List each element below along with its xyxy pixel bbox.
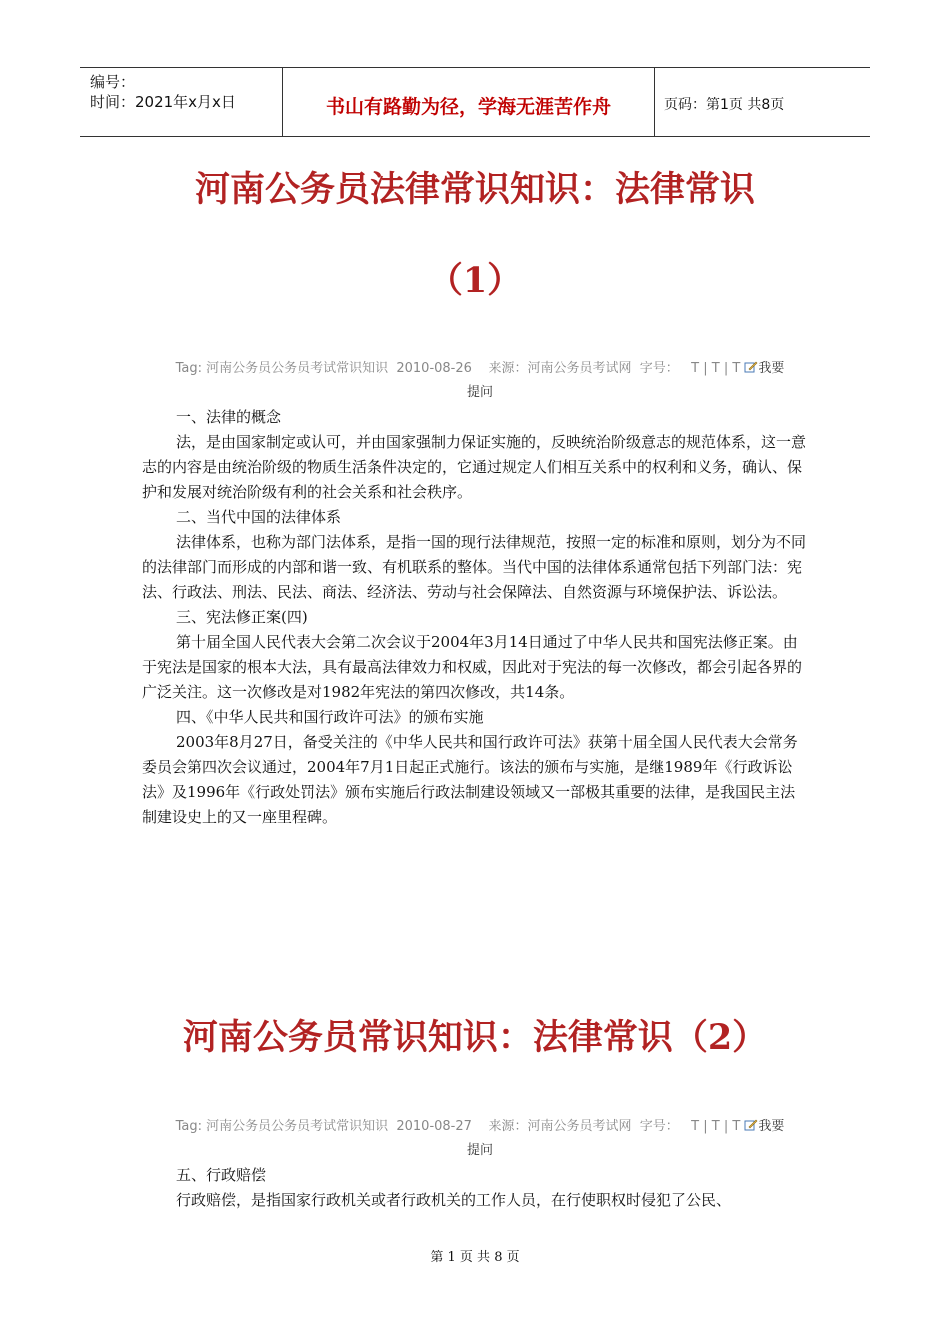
ask-question-link[interactable]: 我要 [758,361,785,376]
edit-pen-icon[interactable] [744,1118,758,1132]
document-header [80,67,870,137]
meta-font-size-label: 字号： [639,361,679,376]
ask-question-link[interactable]: 我要 [758,1119,785,1134]
paragraph: 行政赔偿，是指国家行政机关或者行政机关的工作人员，在行使职权时侵犯了公民、 [176,1191,732,1209]
meta-date: 2010-08-27 [396,1119,472,1134]
article2-meta [140,1115,820,1163]
paragraph: 法，是由国家制定或认可，并由国家强制力保证实施的，反映统治阶级意志的规范体系，这一意志的内容是由统治阶级的物质生活条件决定的，它通过规定人们相互关系中的权利和义务，确认、保护和发展对统治阶级有利的社会关系和社会秩序。 [142,433,807,501]
font-size-toggles[interactable]: T | T | T [691,361,741,376]
section-heading: 二、当代中国的法律体系 [176,508,342,526]
meta-source: 来源：河南公务员考试网 [488,1119,632,1134]
meta-tag[interactable]: Tag: 河南公务员公务员考试常识知识 [175,1119,389,1134]
article1-meta [140,357,820,405]
paragraph: 法律体系，也称为部门法体系，是指一国的现行法律规范，按照一定的标准和原则，划分为不同的法律部门而形成的内部和谐一致、有机联系的整体。当代中国的法律体系通常包括下列部门法：宪法、行政法、刑法、民法、商法、经济法、劳动与社会保障法、自然资源与环境保护法、诉讼法。 [142,533,807,601]
section-heading: 四、《中华人民共和国行政许可法》的颁布实施 [176,708,484,726]
meta-source: 来源：河南公务员考试网 [488,361,632,376]
page-footer: 第 1 页 共 8 页 [430,1250,520,1265]
article1-title-line1: 河南公务员法律常识知识：法律常识 [194,169,755,210]
header-page-info: 页码：第1页 共8页 [664,97,785,113]
paragraph: 2003年8月27日，备受关注的《中华人民共和国行政许可法》获第十届全国人民代表大会常务委员会第四次会议通过，2004年7月1日起正式施行。该法的颁布与实施，是继1989年《行政诉讼法》及1996年《行政处罚法》颁布实施后行政法制建设领域又一部极其重要的法律，是我国民主法制建设史上的又一座里程碑。 [142,733,798,826]
meta-date: 2010-08-26 [396,361,472,376]
article2-title: 河南公务员常识知识：法律常识（2） [182,1017,768,1058]
ask-question-link-cont[interactable]: 提问 [466,385,493,400]
header-divider [654,68,655,136]
font-size-toggles[interactable]: T | T | T [691,1119,741,1134]
time-label: 时间：2021年x月x日 [90,93,236,111]
article1-title-line2: （1） [427,260,523,301]
paragraph: 第十届全国人民代表大会第二次会议于2004年3月14日通过了中华人民共和国宪法修正案。由于宪法是国家的根本大法，具有最高法律效力和权威，因此对于宪法的每一次修改，都会引起各界的广泛关注。这一次修改是对1982年宪法的第四次修改，共14条。 [142,633,803,701]
edit-pen-icon[interactable] [744,360,758,374]
meta-font-size-label: 字号： [639,1119,679,1134]
section-heading: 一、法律的概念 [176,408,282,426]
number-label: 编号： [90,73,136,91]
section-heading: 五、行政赔偿 [176,1166,267,1184]
section-heading: 三、宪法修正案(四) [176,608,308,626]
article1-body [142,405,810,830]
header-motto: 书山有路勤为径，学海无涯苦作舟 [325,96,611,118]
meta-tag[interactable]: Tag: 河南公务员公务员考试常识知识 [175,361,389,376]
article2-body [142,1163,810,1213]
header-meta [90,72,236,112]
ask-question-link-cont[interactable]: 提问 [466,1143,493,1158]
